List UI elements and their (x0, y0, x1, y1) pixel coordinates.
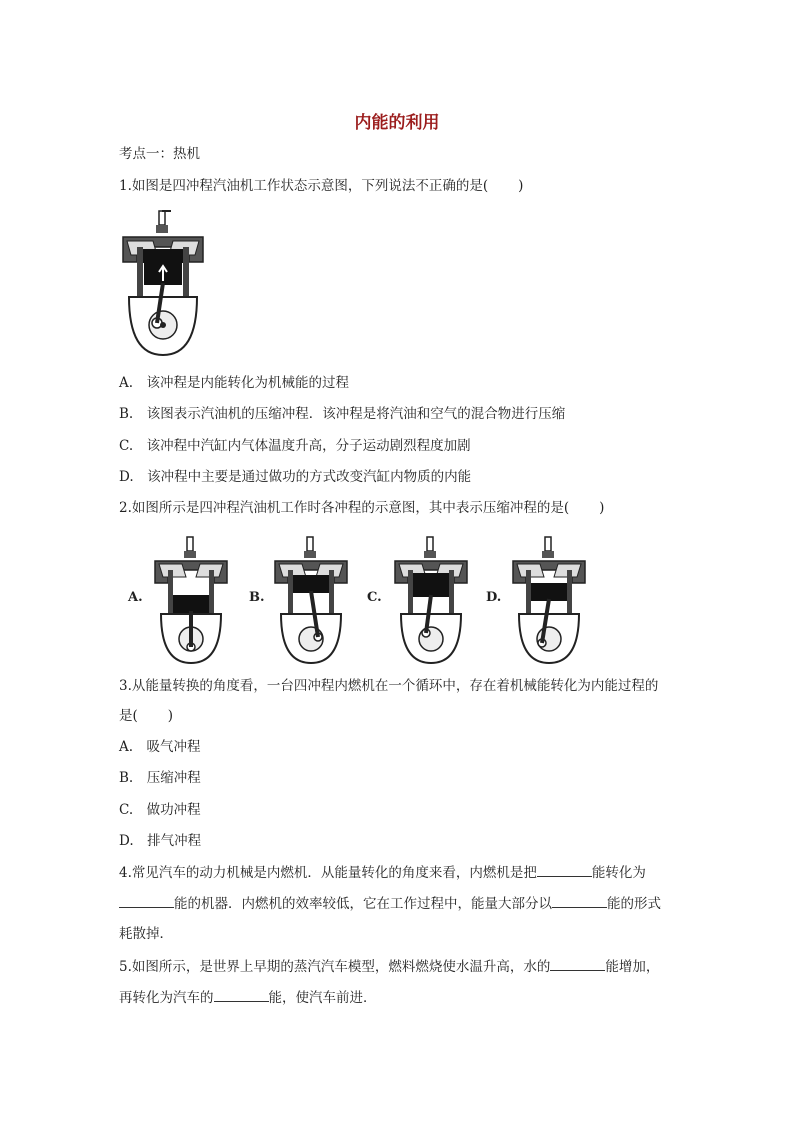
q4-l1a: 4.常见汽车的动力机械是内燃机．从能量转化的角度来看，内燃机是把 (119, 865, 537, 881)
q2-label-d: D. (486, 590, 502, 605)
q2-engine-a-diagram (150, 535, 232, 665)
q1-option-c: C. 该冲程中汽缸内气体温度升高，分子运动剧烈程度加剧 (119, 438, 471, 454)
question-4-line2 (119, 895, 661, 912)
q4-l2a: 能的机器．内燃机的效率较低，它在工作过程中，能量大部分以 (174, 896, 552, 912)
q3-stem-end: ) (167, 708, 174, 724)
question-5-line2 (119, 989, 377, 1006)
q2-label-c: C. (367, 590, 382, 605)
q5-l1a: 5.如图所示，是世界上早期的蒸汽汽车模型，燃料燃烧使水温升高，水的 (119, 959, 551, 975)
q4-l2b: 能的形式 (607, 896, 661, 912)
q2-stem-text: 2.如图所示是四冲程汽油机工作时各冲程的示意图，其中表示压缩冲程的是( (119, 500, 570, 516)
q3-option-b: B. 压缩冲程 (119, 770, 201, 786)
q2-engine-c-diagram (390, 535, 472, 665)
q2-engine-b-diagram (270, 535, 352, 665)
q3-option-a: A. 吸气冲程 (119, 739, 201, 755)
q1-engine-diagram (117, 207, 209, 357)
q1-option-b: B. 该图表示汽油机的压缩冲程．该冲程是将汽油和空气的混合物进行压缩 (119, 406, 566, 422)
page-title: 内能的利用 (354, 113, 440, 133)
question-3-stem-line1: 3.从能量转换的角度看，一台四冲程内燃机在一个循环中，存在着机械能转化为内能过程的 (119, 678, 659, 694)
q5-l2a: 再转化为汽车的 (119, 990, 214, 1006)
q4-blank-3[interactable] (552, 895, 607, 908)
q5-l2b: 能，使汽车前进． (268, 990, 377, 1006)
question-5-line1 (119, 958, 659, 975)
q3-option-c: C. 做功冲程 (119, 802, 201, 818)
question-4-line1 (119, 864, 646, 881)
question-1-stem (119, 178, 523, 194)
q2-stem-end: ) (599, 500, 605, 516)
q5-blank-2[interactable] (214, 989, 269, 1002)
q3-option-d: D. 排气冲程 (119, 833, 202, 849)
q1-stem-text: 1.如图是四冲程汽油机工作状态示意图，下列说法不正确的是( (119, 178, 489, 194)
question-3-stem-line2 (119, 708, 173, 724)
q1-stem-end: ) (518, 178, 524, 194)
q4-l1b: 能转化为 (591, 865, 646, 881)
q2-label-a: A. (128, 590, 143, 605)
q1-option-a: A. 该冲程是内能转化为机械能的过程 (119, 375, 350, 391)
section-heading: 考点一：热机 (119, 146, 200, 162)
q2-engine-d-diagram (508, 535, 590, 665)
q1-option-d: D. 该冲程中主要是通过做功的方式改变汽缸内物质的内能 (119, 469, 472, 485)
q4-blank-1[interactable] (537, 864, 592, 877)
question-2-stem (119, 500, 604, 516)
q2-label-b: B. (249, 590, 265, 605)
q4-blank-2[interactable] (119, 895, 174, 908)
q5-l1b: 能增加， (605, 959, 660, 975)
q5-blank-1[interactable] (550, 958, 605, 971)
q3-stem-line2-text: 是( (119, 708, 138, 724)
question-4-line3: 耗散掉． (119, 926, 173, 942)
